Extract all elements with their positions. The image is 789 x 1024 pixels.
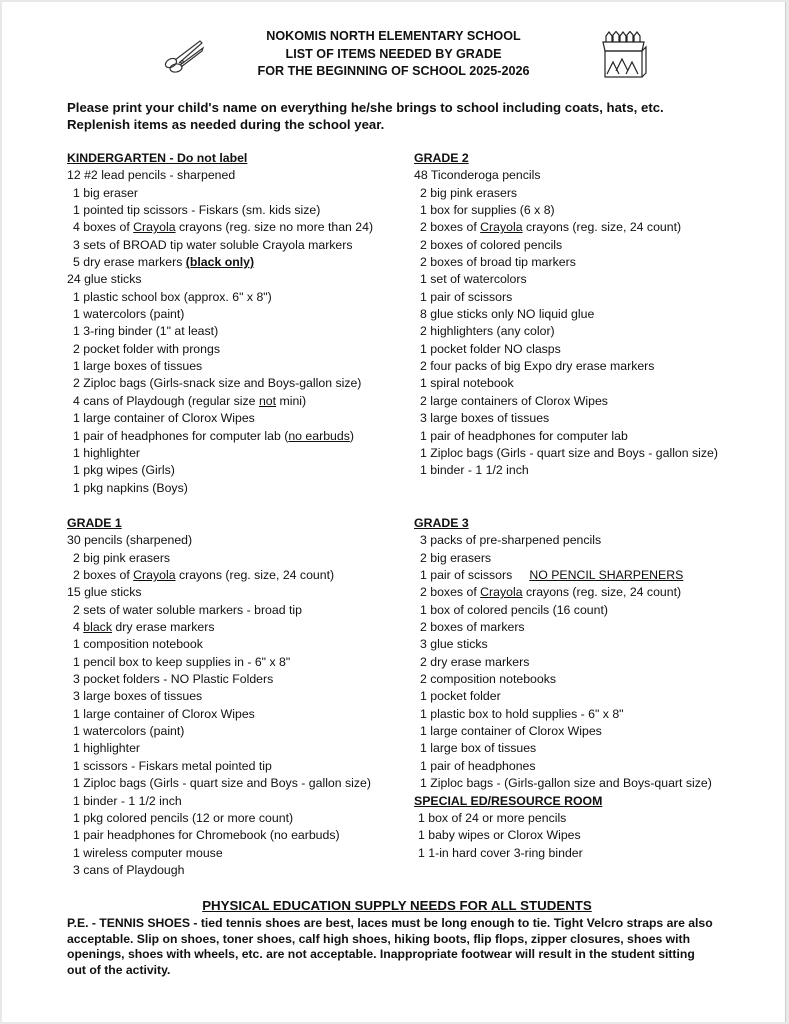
list-item: 1 binder - 1 1/2 inch bbox=[73, 793, 182, 808]
list-item: 5 dry erase markers (black only) bbox=[73, 255, 255, 270]
list-item: 1 pocket folder NO clasps bbox=[420, 341, 561, 356]
list-item: 1 pair of headphones bbox=[420, 758, 536, 773]
list-item: 2 big erasers bbox=[420, 550, 492, 565]
list-item: 2 big pink erasers bbox=[420, 185, 518, 200]
list-item: 1 set of watercolors bbox=[420, 272, 527, 287]
document-header bbox=[2, 28, 785, 81]
list-item: 4 boxes of Crayola crayons (reg. size no more than 24) bbox=[73, 220, 374, 235]
grade2-section bbox=[414, 150, 718, 480]
list-item: 1 1-in hard cover 3-ring binder bbox=[418, 845, 583, 860]
intro-line: Replenish items as needed during the school year. bbox=[67, 116, 385, 132]
list-item: 1 wireless computer mouse bbox=[73, 845, 223, 860]
document-page bbox=[2, 2, 786, 1022]
grade1-section bbox=[67, 515, 371, 879]
list-item: 2 boxes of Crayola crayons (reg. size, 24 count) bbox=[73, 568, 335, 583]
kindergarten-section bbox=[67, 150, 373, 497]
list-item: 4 cans of Playdough (regular size not mini) bbox=[73, 393, 307, 408]
school-year: FOR THE BEGINNING OF SCHOOL 2025-2026 bbox=[257, 64, 530, 78]
list-item: 1 pocket folder bbox=[420, 689, 501, 704]
list-item: 1 large container of Clorox Wipes bbox=[73, 706, 255, 721]
list-item: 1 pencil box to keep supplies in - 6" x 8" bbox=[73, 654, 291, 669]
list-item: 2 large containers of Clorox Wipes bbox=[420, 393, 608, 408]
list-item: 1 composition notebook bbox=[73, 637, 203, 652]
pe-body: P.E. - TENNIS SHOES - tied tennis shoes are best, laces must be long enough to tie. Tight Velcro straps are also acceptable. Slip on shoes, toner shoes, calf high shoes, hiking boots, flip flops, zipper closures, shoes with openings, shoes with wheels, etc. are not acceptable. Inappropriate footwear will result in the student sitting out of the activity. bbox=[67, 916, 713, 977]
list-item: 1 plastic school box (approx. 6" x 8") bbox=[73, 289, 272, 304]
list-item: 1 pointed tip scissors - Fiskars (sm. kids size) bbox=[73, 203, 321, 218]
grade3-heading: GRADE 3 bbox=[414, 516, 469, 530]
list-item: 2 Ziploc bags (Girls-snack size and Boys-gallon size) bbox=[73, 376, 362, 391]
list-item: 4 black dry erase markers bbox=[73, 620, 215, 635]
list-item: 2 four packs of big Expo dry erase markers bbox=[420, 359, 655, 374]
list-item: 3 large boxes of tissues bbox=[73, 689, 203, 704]
list-item: 2 boxes of broad tip markers bbox=[420, 255, 576, 270]
pe-title: PHYSICAL EDUCATION SUPPLY NEEDS FOR ALL STUDENTS bbox=[202, 898, 592, 913]
list-item: 1 large boxes of tissues bbox=[73, 359, 203, 374]
list-item: 2 big pink erasers bbox=[73, 550, 171, 565]
list-item: 3 glue sticks bbox=[420, 637, 488, 652]
list-item: 8 glue sticks only NO liquid glue bbox=[420, 307, 595, 322]
list-item: 2 dry erase markers bbox=[420, 654, 530, 669]
list-item: 1 scissors - Fiskars metal pointed tip bbox=[73, 758, 272, 773]
list-item: 2 sets of water soluble markers - broad tip bbox=[73, 602, 302, 617]
list-item: 48 Ticonderoga pencils bbox=[414, 168, 541, 183]
list-item: 1 plastic box to hold supplies - 6" x 8" bbox=[420, 706, 624, 721]
list-item: 1 pair of scissors NO PENCIL SHARPENERS bbox=[420, 568, 684, 583]
list-item: 1 pkg wipes (Girls) bbox=[73, 463, 175, 478]
list-item: 1 spiral notebook bbox=[420, 376, 514, 391]
kindergarten-heading: KINDERGARTEN - Do not label bbox=[67, 151, 248, 165]
list-item: 30 pencils (sharpened) bbox=[67, 533, 193, 548]
list-item: 2 composition notebooks bbox=[420, 672, 557, 687]
intro-line: Please print your child's name on everything he/she brings to school including coats, hats, etc. bbox=[67, 100, 664, 115]
list-item: 2 pocket folder with prongs bbox=[73, 341, 220, 356]
list-item: 3 sets of BROAD tip water soluble Crayola markers bbox=[73, 237, 353, 252]
list-item: 2 boxes of markers bbox=[420, 620, 525, 635]
list-item: 3 packs of pre-sharpened pencils bbox=[420, 533, 602, 548]
list-item: 1 pair of headphones for computer lab bbox=[420, 428, 628, 443]
list-item: 1 highlighter bbox=[73, 445, 140, 460]
list-item: 12 #2 lead pencils - sharpened bbox=[67, 168, 236, 183]
list-item: 1 Ziploc bags - (Girls-gallon size and Boys-quart size) bbox=[420, 776, 712, 791]
intro-instructions bbox=[67, 100, 747, 133]
list-item: 1 large container of Clorox Wipes bbox=[420, 724, 602, 739]
list-item: 1 big eraser bbox=[73, 185, 138, 200]
list-title: LIST OF ITEMS NEEDED BY GRADE bbox=[285, 46, 502, 61]
list-item: 1 pair of scissors bbox=[420, 289, 513, 304]
list-item: 1 pkg colored pencils (12 or more count) bbox=[73, 810, 294, 825]
list-item: 2 highlighters (any color) bbox=[420, 324, 555, 339]
list-item: 1 baby wipes or Clorox Wipes bbox=[418, 828, 581, 843]
grade1-heading: GRADE 1 bbox=[67, 516, 122, 530]
grade2-heading: GRADE 2 bbox=[414, 151, 469, 165]
list-item: 1 box of 24 or more pencils bbox=[418, 810, 567, 825]
list-item: 1 box for supplies (6 x 8) bbox=[420, 203, 555, 218]
list-item: 1 Ziploc bags (Girls - quart size and Boys - gallon size) bbox=[73, 776, 371, 791]
list-item: 3 large boxes of tissues bbox=[420, 411, 550, 426]
list-item: 1 highlighter bbox=[73, 741, 140, 756]
list-item: 3 pocket folders - NO Plastic Folders bbox=[73, 672, 274, 687]
list-item: 1 pkg napkins (Boys) bbox=[73, 480, 188, 495]
list-item: 2 boxes of Crayola crayons (reg. size, 24 count) bbox=[420, 220, 682, 235]
list-item: 1 pair of headphones for computer lab (no earbuds) bbox=[73, 428, 354, 443]
list-item: 24 glue sticks bbox=[67, 272, 142, 287]
special-ed-heading: SPECIAL ED/RESOURCE ROOM bbox=[414, 793, 603, 808]
list-item: 2 boxes of Crayola crayons (reg. size, 24 count) bbox=[420, 585, 682, 600]
list-item: 1 Ziploc bags (Girls - quart size and Boys - gallon size) bbox=[420, 445, 718, 460]
list-item: 1 large container of Clorox Wipes bbox=[73, 411, 255, 426]
list-item: 1 box of colored pencils (16 count) bbox=[420, 602, 608, 617]
list-item: 1 binder - 1 1/2 inch bbox=[420, 463, 529, 478]
list-item: 2 boxes of colored pencils bbox=[420, 237, 563, 252]
school-name: NOKOMIS NORTH ELEMENTARY SCHOOL bbox=[266, 29, 521, 43]
list-item: 15 glue sticks bbox=[67, 585, 142, 600]
list-item: 1 watercolors (paint) bbox=[73, 724, 185, 739]
grade3-section bbox=[414, 515, 712, 862]
list-item: 1 large box of tissues bbox=[420, 741, 537, 756]
list-item: 1 pair headphones for Chromebook (no earbuds) bbox=[73, 828, 340, 843]
list-item: 3 cans of Playdough bbox=[73, 862, 185, 877]
list-item: 1 watercolors (paint) bbox=[73, 307, 185, 322]
list-item: 1 3-ring binder (1" at least) bbox=[73, 324, 219, 339]
